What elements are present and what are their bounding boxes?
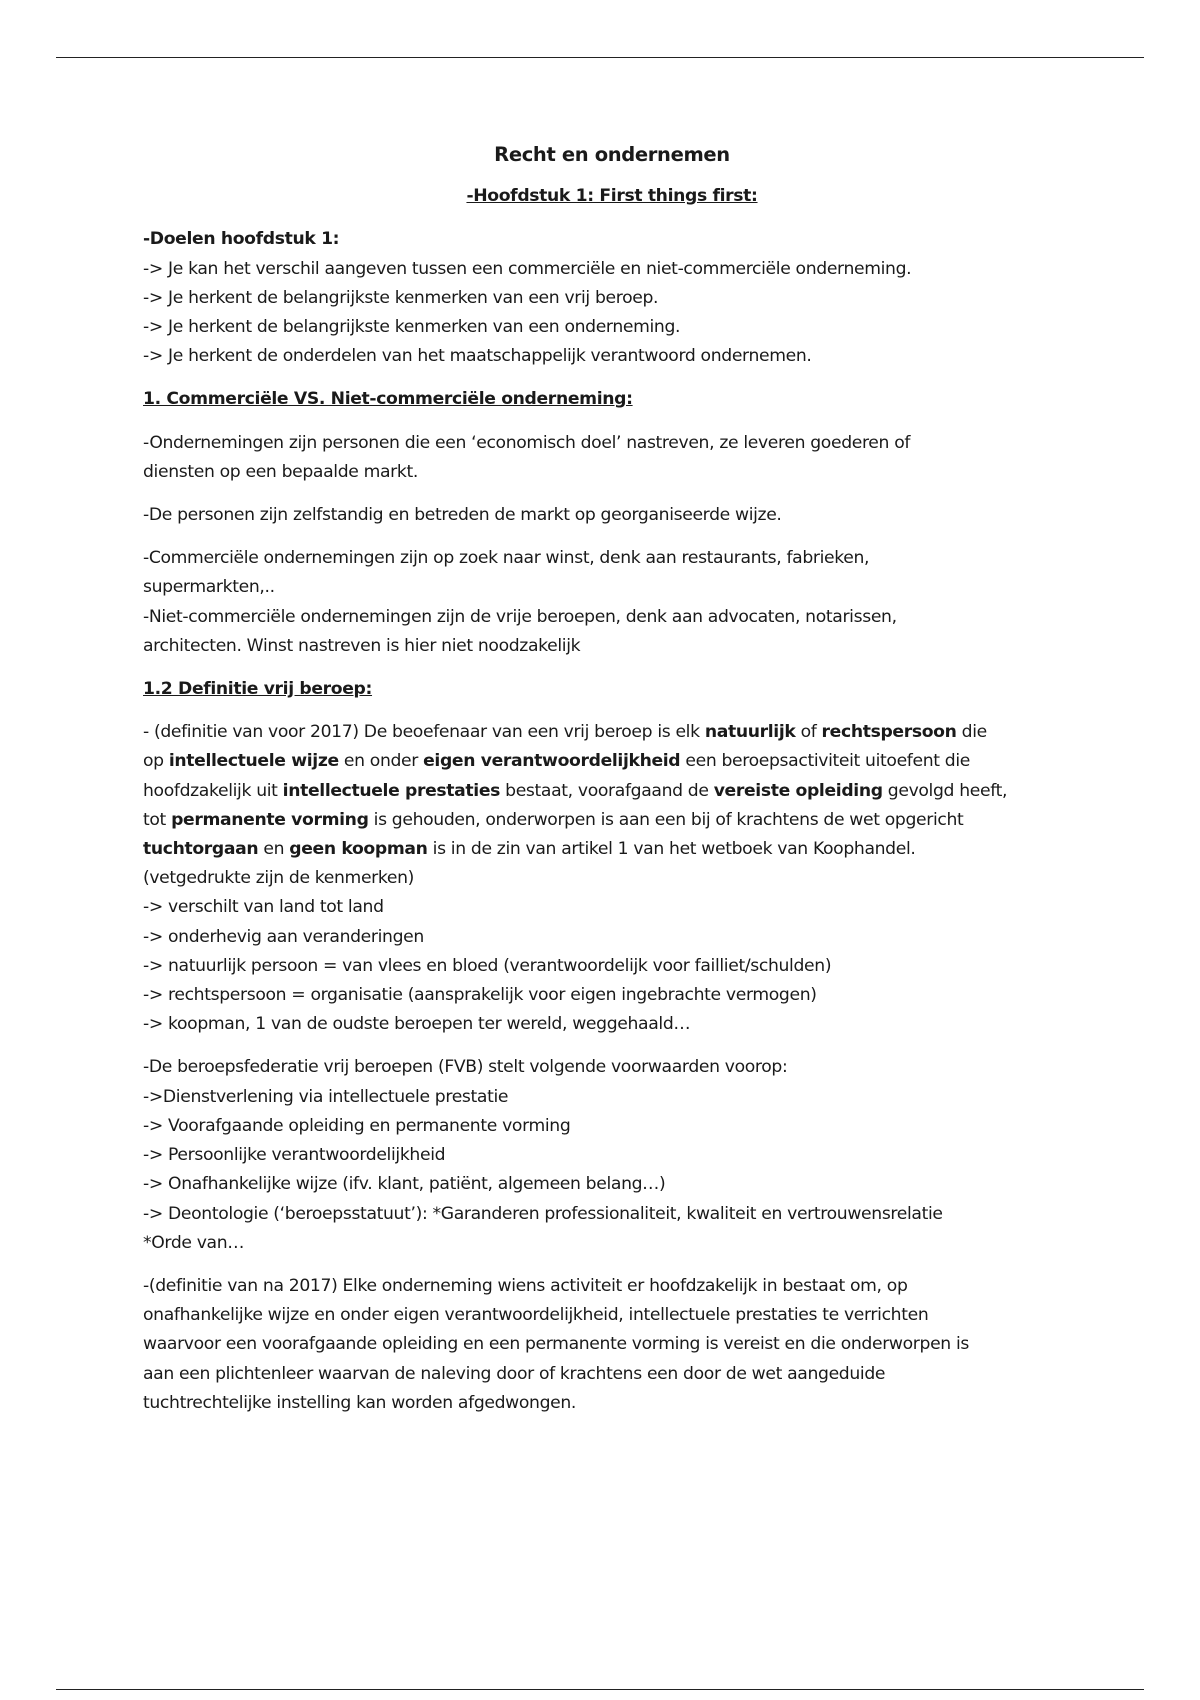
- text-line: (vetgedrukte zijn de kenmerken): [143, 868, 415, 889]
- text-run: bestaat, voorafgaand de: [500, 780, 714, 801]
- text-line: -De personen zijn zelfstandig en betreden de markt op georganiseerde wijze.: [143, 505, 782, 526]
- text-run: op: [143, 751, 169, 772]
- text-line: diensten op een bepaalde markt.: [143, 461, 419, 482]
- key-term: vereiste opleiding: [713, 780, 883, 801]
- text-line: waarvoor een voorafgaande opleiding en een permanente vorming is vereist en die onderworpen is: [143, 1334, 969, 1355]
- note-item: -> rechtspersoon = organisatie (aansprakelijk voor eigen ingebrachte vermogen): [143, 985, 817, 1006]
- goals-block: [143, 225, 1063, 371]
- text-line: onafhankelijke wijze en onder eigen verantwoordelijkheid, intellectuele prestaties te verrichten: [143, 1305, 929, 1326]
- fvb-item: -> Onafhankelijke wijze (ifv. klant, patiënt, algemeen belang…): [143, 1174, 666, 1195]
- goal-item: -> Je herkent de onderdelen van het maatschappelijk verantwoord ondernemen.: [143, 346, 812, 367]
- note-item: -> koopman, 1 van de oudste beroepen ter wereld, weggehaald…: [143, 1014, 691, 1035]
- section-1-paragraph-1: [143, 429, 1063, 487]
- note-item: -> verschilt van land tot land: [143, 897, 384, 918]
- text-line: [143, 777, 1063, 806]
- text-line: architecten. Winst nastreven is hier niet noodzakelijk: [143, 635, 581, 656]
- text-line: supermarkten,..: [143, 577, 275, 598]
- text-line: [143, 747, 1063, 776]
- text-line: tuchtrechtelijke instelling kan worden afgedwongen.: [143, 1392, 577, 1413]
- section-1-2-heading-block: [143, 675, 1063, 704]
- text-run: - (definitie van voor 2017) De beoefenaar van een vrij beroep is elk: [143, 722, 705, 743]
- section-1-heading: 1. Commerciële VS. Niet-commerciële onderneming:: [143, 389, 633, 410]
- text-run: die: [956, 722, 987, 743]
- fvb-item: *Orde van…: [143, 1232, 245, 1253]
- fvb-item: -> Voorafgaande opleiding en permanente vorming: [143, 1115, 571, 1136]
- text-line: [143, 835, 1063, 864]
- text-line: [143, 718, 1063, 747]
- text-line: [143, 806, 1063, 835]
- text-run: gevolgd heeft,: [882, 780, 1008, 801]
- goal-item: -> Je herkent de belangrijkste kenmerken van een vrij beroep.: [143, 287, 659, 308]
- key-term: intellectuele wijze: [168, 751, 339, 772]
- fvb-item: -> Deontologie (‘beroepsstatuut’): *Garanderen professionaliteit, kwaliteit en vertrouwensrelatie: [143, 1203, 943, 1224]
- note-item: -> natuurlijk persoon = van vlees en bloed (verantwoordelijk voor failliet/schulden): [143, 955, 832, 976]
- goal-item: -> Je kan het verschil aangeven tussen een commerciële en niet-commerciële onderneming.: [143, 258, 912, 279]
- chapter-heading: -Hoofdstuk 1: First things first:: [466, 186, 758, 207]
- section-1-paragraph-3: [143, 544, 1063, 661]
- goals-heading: -Doelen hoofdstuk 1:: [143, 229, 340, 250]
- section-1-paragraph-2: [143, 501, 1063, 530]
- key-term: eigen verantwoordelijkheid: [423, 751, 681, 772]
- text-run: is in de zin van artikel 1 van het wetboek van Koophandel.: [427, 839, 916, 860]
- text-line: -Ondernemingen zijn personen die een ‘economisch doel’ nastreven, ze leveren goederen of: [143, 432, 911, 453]
- text-run: of: [795, 722, 822, 743]
- fvb-conditions: [143, 1053, 1063, 1257]
- fvb-item: ->Dienstverlening via intellectuele prestatie: [143, 1086, 509, 1107]
- text-line: -Commerciële ondernemingen zijn op zoek naar winst, denk aan restaurants, fabrieken,: [143, 548, 870, 569]
- section-1-heading-block: [143, 385, 1063, 414]
- bottom-rule: [56, 1689, 1144, 1690]
- document-title: Recht en ondernemen: [494, 143, 730, 166]
- text-line: aan een plichtenleer waarvan de naleving door of krachtens een door de wet aangeduide: [143, 1363, 886, 1384]
- document-page: [143, 140, 1063, 1432]
- definition-before-2017: [143, 718, 1063, 1039]
- definition-after-2017: [143, 1272, 1063, 1418]
- text-run: een beroepsactiviteit uitoefent die: [680, 751, 970, 772]
- text-run: en: [258, 839, 290, 860]
- top-rule: [56, 57, 1144, 58]
- text-run: tot: [143, 809, 172, 830]
- fvb-item: -> Persoonlijke verantwoordelijkheid: [143, 1145, 446, 1166]
- section-1-2-heading: 1.2 Definitie vrij beroep:: [143, 679, 373, 700]
- key-term: intellectuele prestaties: [282, 780, 501, 801]
- fvb-intro: -De beroepsfederatie vrij beroepen (FVB) stelt volgende voorwaarden voorop:: [143, 1057, 788, 1078]
- key-term: geen koopman: [289, 839, 428, 860]
- text-run: is gehouden, onderworpen is aan een bij of krachtens de wet opgericht: [368, 809, 964, 830]
- text-run: en onder: [338, 751, 424, 772]
- text-line: -Niet-commerciële ondernemingen zijn de vrije beroepen, denk aan advocaten, notarissen,: [143, 606, 897, 627]
- text-run: hoofdzakelijk uit: [143, 780, 283, 801]
- key-term: permanente vorming: [171, 809, 369, 830]
- key-term: rechtspersoon: [821, 722, 957, 743]
- goal-item: -> Je herkent de belangrijkste kenmerken van een onderneming.: [143, 317, 681, 338]
- key-term: natuurlijk: [704, 722, 796, 743]
- note-item: -> onderhevig aan veranderingen: [143, 926, 424, 947]
- key-term: tuchtorgaan: [143, 839, 259, 860]
- text-line: -(definitie van na 2017) Elke onderneming wiens activiteit er hoofdzakelijk in bestaat om, op: [143, 1275, 908, 1296]
